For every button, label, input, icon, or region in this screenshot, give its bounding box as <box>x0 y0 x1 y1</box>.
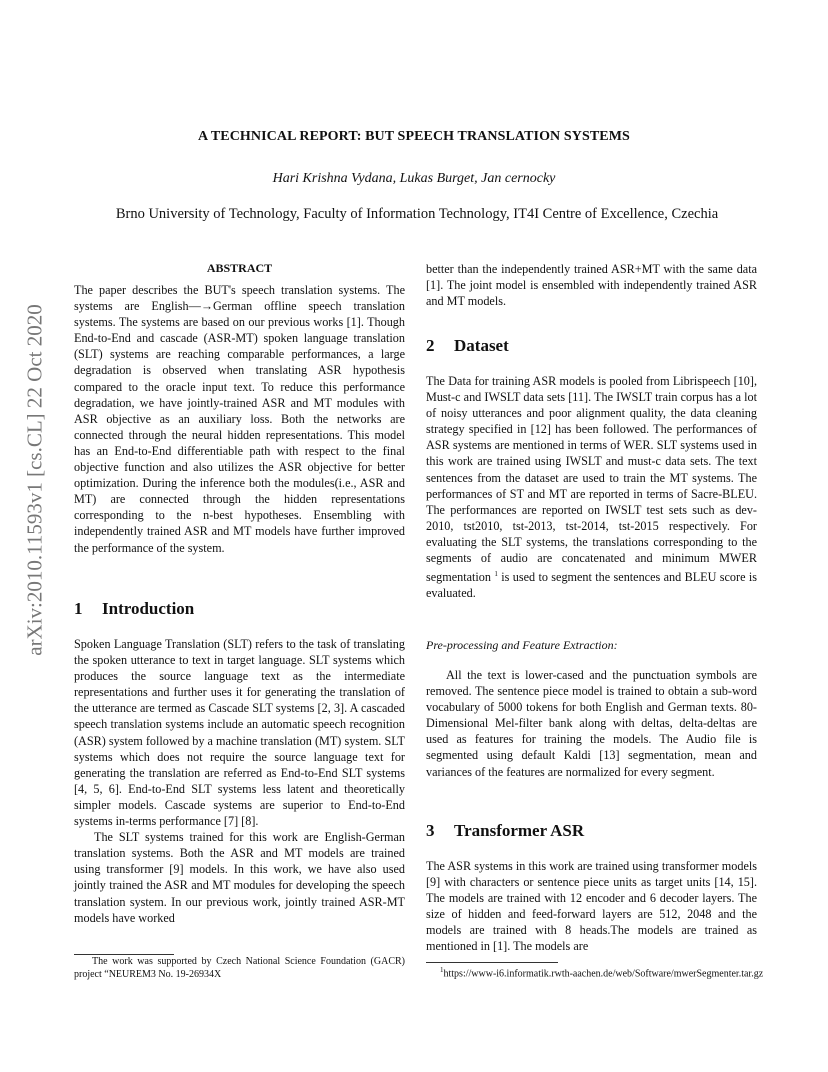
footnote-marker: 1 <box>494 570 498 579</box>
affiliation: Brno University of Technology, Faculty of Information Technology, IT4I Centre of Excellence, Czechia <box>115 206 719 222</box>
intro-paragraph-1: Spoken Language Translation (SLT) refers to the task of translating the spoken utterance to text in target language. SLT systems which produces the source language text as the intermediate representations and further uses it for generating the translation of the utterance are termed as Cascade SLT systems [2, 3]. A cascaded speech translation systems include an automatic speech recognition (ASR) system followed by a machine translation (MT) system. SLT systems which does not require the source language text for generating the translation are referred as End-to-End SLT systems [4, 5, 6]. End-to-End SLT systems less latent and theoretically simpler models. Cascade systems are superior to End-to-End systems in-terms performance [7] [8]. <box>74 637 405 829</box>
section-heading-transformer-asr <box>426 821 584 841</box>
arxiv-stamp-text: arXiv:2010.11593v1 [cs.CL] 22 Oct 2020 <box>22 304 47 656</box>
footnote-marker: 1 <box>440 966 444 974</box>
section-number: 3 <box>426 821 435 840</box>
abstract-heading: ABSTRACT <box>206 261 273 275</box>
dataset-text-b: is used to segment the sentences and BLEU score is evaluated. <box>426 570 757 601</box>
dataset-paragraph-1 <box>426 373 757 601</box>
url-footnote <box>440 966 763 979</box>
subsection-heading: Pre-processing and Feature Extraction: <box>426 638 618 652</box>
section-title: Dataset <box>454 336 509 355</box>
abstract-text: The paper describes the BUT's speech translation systems. The systems are English—→German offline speech translation systems. The systems are based on our previous works [1]. Though End-to-End and cascade (ASR-MT) spoken language translation (SLT) systems are reaching comparable performances, a large degradation is observed when translating ASR hypothesis compared to the oracle input text. To reduce this performance degradation, we have jointly-trained ASR and MT modules with ASR objective as an auxiliary loss. Both the networks are connected through the neural hidden representations. This model has an End-to-End differentiable path with respect to the final objective function and also utilizes the ASR objective for better optimization. During the inference both the modules(i.e., ASR and MT) are connected through the hidden representations corresponding to the n-best hypotheses. Ensembling with independently trained ASR and MT models have further improved the performance of the system. <box>74 283 405 555</box>
section-heading-dataset <box>426 336 509 356</box>
section-title: Introduction <box>102 599 195 618</box>
section-number: 1 <box>74 599 83 618</box>
footnote-url[interactable]: https://www-i6.informatik.rwth-aachen.de/web/Software/mwerSegmenter.tar.gz <box>443 968 764 980</box>
arxiv-stamp <box>22 290 48 670</box>
intro-paragraph-2: The SLT systems trained for this work are English-German translation systems. Both the ASR and MT models are trained using transformer [9] models. In this work, we have also used jointly trained the ASR and MT modules for developing the speech translation system. In our previous work, jointly trained ASR-MT models have worked <box>74 830 405 925</box>
footnote-rule <box>426 962 558 963</box>
intro-paragraph-2-continued: better than the independently trained ASR+MT with the same data [1]. The joint model is ensembled with independently trained ASR and MT models. <box>426 262 757 309</box>
preprocessing-paragraph: All the text is lower-cased and the punctuation symbols are removed. The sentence piece model is trained to obtain a sub-word vocabulary of 5000 tokens for both English and German texts. 80-Dimensional Mel-filter bank along with deltas, delta-deltas are used as features for training the models. The Audio file is segmented using default Kaldi [13] segmentation, mean and variances of the features are normalized for every segment. <box>426 668 757 779</box>
funding-footnote: The work was supported by Czech National Science Foundation (GACR) project “NEUREM3 No. 19-26934X <box>74 956 405 980</box>
section-heading-introduction <box>74 599 194 619</box>
section-number: 2 <box>426 336 435 355</box>
dataset-text-a: The Data for training ASR models is pooled from Librispeech [10], Must-c and IWSLT data sets [11]. The IWSLT train corpus has a lot of noisy utterances and poor alignment quality, the data cleaning strategy specified in [12] has been followed. The performances of ASR systems are mentioned in terms of WER. SLT systems used in this work are trained using IWSLT and must-c data sets. The text sentences from the dataset are used to train the MT systems. The performances of ST and MT are reported in terms of Sacre-BLEU. The performances are reported on IWSLT test sets such as dev-2010, tst2010, tst-2013, tst-2014, tst-2015 respectively. For evaluating the SLT systems, the translations corresponding to the segments of audio are concatenated and minimum MWER segmentation <box>426 374 757 585</box>
asr-paragraph-1: The ASR systems in this work are trained using transformer models [9] with characters or sentence piece units as target units [14, 15]. The models are trained with 12 encoder and 6 decoder layers. The size of hidden and feed-forward layers are 512, 2048 and the models are trained with 8 heads.The models are trained as mentioned in [1]. The models are <box>426 859 757 954</box>
section-title: Transformer ASR <box>454 821 585 840</box>
author-list: Hari Krishna Vydana, Lukas Burget, Jan cernocky <box>272 171 556 186</box>
paper-title: A TECHNICAL REPORT: BUT SPEECH TRANSLATION SYSTEMS <box>198 129 630 144</box>
